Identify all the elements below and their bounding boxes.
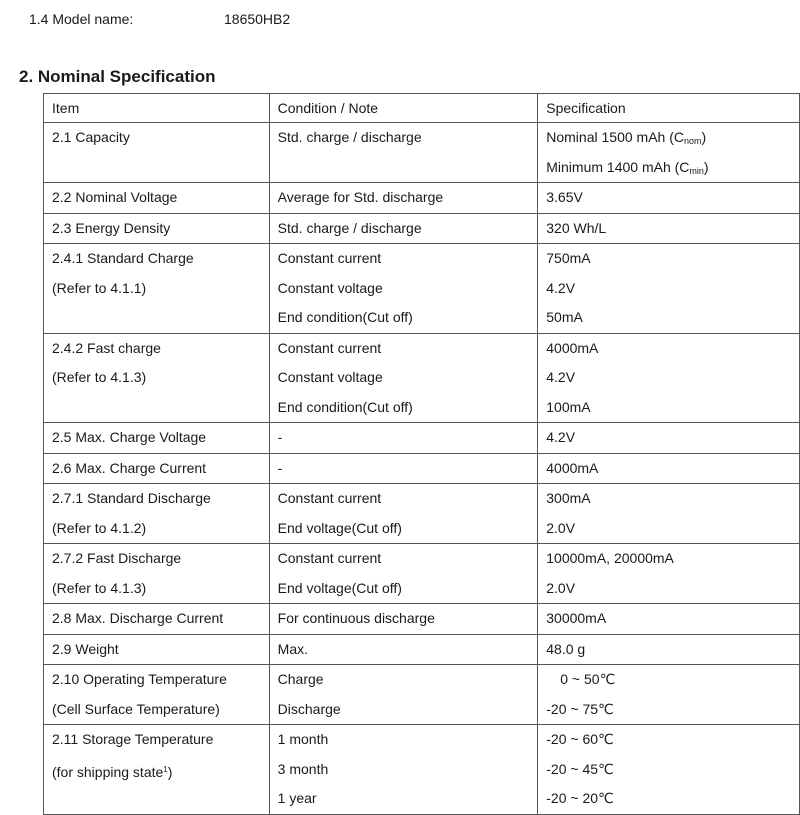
spec-text: -20 ~ 60℃ — [546, 731, 614, 747]
item-cell — [44, 544, 270, 604]
condition-text: End voltage(Cut off) — [277, 579, 402, 596]
condition-text: Max. — [277, 640, 308, 657]
condition-cell — [269, 183, 538, 214]
spec-text: 4.2V — [546, 429, 576, 445]
item-cell — [44, 183, 270, 214]
item-cell — [44, 213, 270, 244]
item-text: 2.3 Energy Density — [52, 219, 171, 236]
condition-text: Average for Std. discharge — [277, 189, 444, 205]
item-text: 2.7.1 Standard Discharge — [52, 490, 211, 506]
condition-text: - — [277, 459, 283, 476]
item-text: 2.2 Nominal Voltage — [52, 189, 178, 205]
spec-cell — [538, 453, 800, 484]
item-text: 2.1 Capacity — [52, 129, 130, 145]
spec-cell — [538, 665, 800, 725]
spec-text: 2.0V — [546, 519, 576, 536]
spec-cell — [538, 123, 800, 183]
spec-cell — [538, 634, 800, 665]
header-item: Item — [44, 94, 270, 123]
item-text: 2.5 Max. Charge Voltage — [52, 429, 207, 445]
item-cell — [44, 665, 270, 725]
condition-cell — [269, 604, 538, 635]
condition-cell — [269, 634, 538, 665]
item-cell — [44, 244, 270, 334]
item-cell — [44, 123, 270, 183]
spec-text: 300mA — [546, 490, 591, 506]
item-text: 2.7.2 Fast Discharge — [52, 550, 182, 566]
spec-text: -20 ~ 75℃ — [546, 700, 614, 717]
condition-cell — [269, 213, 538, 244]
spec-text: 3.65V — [546, 189, 583, 205]
table-row — [44, 213, 800, 244]
spec-cell — [538, 333, 800, 423]
condition-text: 3 month — [277, 760, 329, 777]
spec-text: 4000mA — [546, 339, 599, 356]
table-row — [44, 423, 800, 454]
item-subtext: (Refer to 4.1.2) — [52, 519, 147, 536]
item-text: 2.4.2 Fast charge — [52, 339, 161, 356]
condition-text: Std. charge / discharge — [277, 219, 422, 236]
spec-cell — [538, 423, 800, 454]
spec-text: 750mA — [546, 250, 591, 266]
item-text: 2.6 Max. Charge Current — [52, 459, 207, 476]
item-subtext: (Refer to 4.1.3) — [52, 369, 147, 385]
condition-text: Constant current — [277, 339, 382, 356]
item-cell — [44, 604, 270, 635]
item-subtext: (Cell Surface Temperature) — [52, 700, 220, 717]
condition-text: End condition(Cut off) — [277, 398, 413, 415]
header-condition: Condition / Note — [269, 94, 538, 123]
spec-cell — [538, 604, 800, 635]
condition-text: Constant current — [277, 550, 382, 566]
item-cell — [44, 725, 270, 815]
spec-text: 4000mA — [546, 459, 599, 476]
item-cell — [44, 333, 270, 423]
spec-cell — [538, 544, 800, 604]
item-cell — [44, 484, 270, 544]
condition-text: Constant current — [277, 490, 382, 506]
spec-cell — [538, 725, 800, 815]
spec-cell — [538, 244, 800, 334]
condition-cell — [269, 333, 538, 423]
condition-cell — [269, 484, 538, 544]
condition-text: 1 month — [277, 731, 329, 747]
footnote-marker: 1 — [163, 764, 168, 774]
table-row — [44, 725, 800, 815]
spec-text: 10000mA, 20000mA — [546, 550, 674, 566]
condition-text: Constant voltage — [277, 279, 383, 296]
condition-cell — [269, 244, 538, 334]
model-name-label: 1.4 Model name: — [29, 11, 134, 27]
item-text: 2.10 Operating Temperature — [52, 671, 227, 687]
model-name-line — [29, 11, 429, 31]
spec-text: 30000mA — [546, 610, 607, 626]
condition-text: For continuous discharge — [277, 610, 435, 626]
item-subtext: (for shipping state$^1$) — [52, 763, 173, 780]
capacity-nominal: Nominal 1500 mAh $(C_{nom})$ — [546, 129, 707, 146]
table-row — [44, 333, 800, 423]
spec-text: 48.0 g — [546, 640, 586, 657]
spec-text: 4.2V — [546, 279, 576, 296]
model-name-value: 18650HB2 — [224, 11, 291, 27]
item-cell — [44, 634, 270, 665]
condition-text: 1 year — [277, 790, 317, 806]
spec-text: 4.2V — [546, 369, 576, 385]
header-specification: Specification — [538, 94, 800, 123]
table-row — [44, 604, 800, 635]
spec-cell — [538, 484, 800, 544]
condition-text: Charge — [277, 671, 324, 687]
spec-text: 2.0V — [546, 579, 576, 596]
table-row — [44, 544, 800, 604]
table-row — [44, 244, 800, 334]
table-row — [44, 123, 800, 183]
spec-text: 320 Wh/L — [546, 219, 607, 236]
condition-cell — [269, 665, 538, 725]
condition-cell — [269, 453, 538, 484]
condition-cell — [269, 123, 538, 183]
spec-text: -20 ~ 45℃ — [546, 760, 614, 777]
item-cell — [44, 423, 270, 454]
table-row — [44, 183, 800, 214]
item-subtext: (Refer to 4.1.3) — [52, 579, 147, 596]
item-text: 2.11 Storage Temperature — [52, 731, 214, 747]
item-text: 2.8 Max. Discharge Current — [52, 610, 224, 626]
item-text: 2.9 Weight — [52, 640, 119, 657]
table-row — [44, 665, 800, 725]
condition-text: - — [277, 429, 283, 445]
spec-text: 50mA — [546, 309, 583, 325]
nominal-spec-table — [43, 93, 800, 815]
spec-text: 0 ~ 50℃ — [560, 671, 616, 687]
condition-text: End voltage(Cut off) — [277, 519, 402, 536]
table-row — [44, 484, 800, 544]
spec-cell — [538, 213, 800, 244]
spec-text: 100mA — [546, 398, 591, 415]
condition-text: End condition(Cut off) — [277, 309, 413, 325]
item-text: 2.4.1 Standard Charge — [52, 250, 194, 266]
table-header-row — [44, 94, 800, 123]
item-subtext: (Refer to 4.1.1) — [52, 279, 147, 296]
spec-text: -20 ~ 20℃ — [546, 790, 614, 806]
condition-cell — [269, 544, 538, 604]
condition-text: Constant voltage — [277, 369, 383, 385]
spec-cell — [538, 183, 800, 214]
condition-cell — [269, 423, 538, 454]
condition-text: Std. charge / discharge — [277, 129, 422, 145]
condition-text: Constant current — [277, 250, 382, 266]
condition-cell — [269, 725, 538, 815]
condition-text: Discharge — [277, 700, 341, 717]
item-cell — [44, 453, 270, 484]
section-title: 2. Nominal Specification — [19, 67, 216, 86]
table-row — [44, 634, 800, 665]
capacity-minimum: Minimum 1400 mAh $(C_{min})$ — [546, 158, 709, 176]
table-row — [44, 453, 800, 484]
